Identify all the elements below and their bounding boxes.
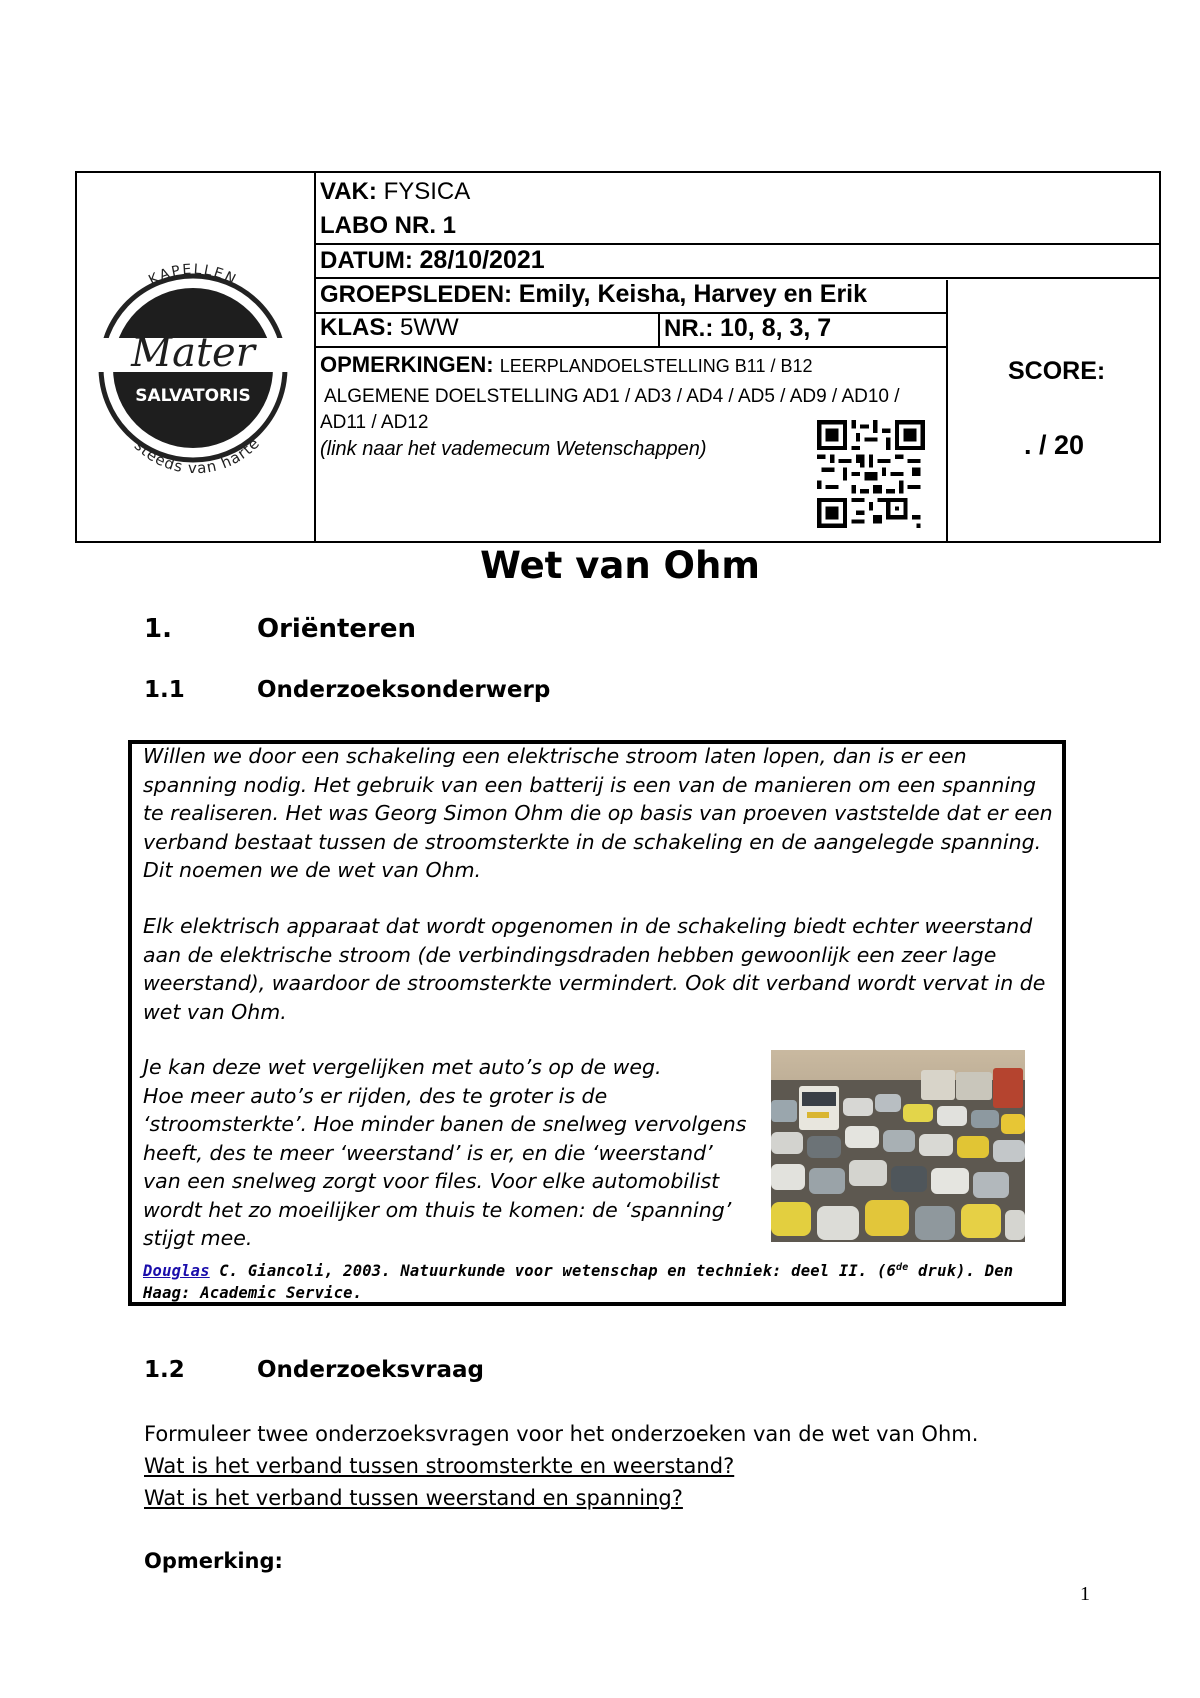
score-value: . / 20: [1024, 430, 1085, 460]
opmerkingen-field: [320, 352, 813, 378]
divider: [314, 173, 316, 543]
logo-sub: SALVATORIS: [135, 386, 251, 406]
section-1-2-title: Onderzoeksvraag: [257, 1357, 484, 1383]
document-title: Wet van Ohm: [480, 544, 760, 587]
paragraph-1: [143, 742, 1053, 885]
text-line: verband bestaat tussen de stroomsterkte in de schakeling en de aangelegde spanning.: [143, 829, 1042, 854]
groep-value: Emily, Keisha, Harvey en Erik: [518, 280, 868, 308]
datum-value: 28/10/2021: [419, 246, 545, 274]
text-line: Je kan deze wet vergelijken met auto’s op de weg.: [143, 1055, 662, 1079]
page-number: 1: [1080, 1583, 1090, 1605]
datum-label: DATUM:: [320, 247, 413, 274]
paragraph-2: [143, 912, 1045, 1026]
text-line: van een snelweg zorgt voor files. Voor elke automobilist: [143, 1169, 720, 1193]
divider: [658, 313, 660, 347]
reference-author-link[interactable]: Douglas: [143, 1262, 210, 1281]
klas-label: KLAS:: [320, 314, 394, 341]
opmerkingen-value: LEERPLANDOELSTELLING B11 / B12: [499, 356, 813, 376]
vademecum-link[interactable]: (link naar het vademecum Wetenschappen): [320, 438, 707, 460]
text-line: te realiseren. Het was Georg Simon Ohm die op basis van proeven vaststelde dat er een: [143, 801, 1053, 825]
section-1-title: Oriënteren: [257, 614, 417, 644]
text-line: Hoe meer auto’s er rijden, des te groter is de: [143, 1083, 608, 1108]
opmerkingen-label: OPMERKINGEN:: [320, 352, 494, 377]
nr-field: [664, 314, 831, 343]
reference-line-2: Haag: Academic Service.: [143, 1284, 363, 1303]
reference-text-end: druk). Den: [908, 1262, 1014, 1281]
labo-field: [320, 212, 456, 240]
divider: [314, 277, 1161, 279]
text-line: wet van Ohm.: [143, 999, 287, 1024]
traffic-jam-photo: [771, 1050, 1025, 1242]
paragraph-3: [143, 1053, 746, 1253]
klas-field: [320, 314, 459, 342]
reference-superscript: de: [896, 1262, 909, 1273]
klas-value: 5WW: [400, 314, 459, 341]
text-line: Dit noemen we de wet van Ohm.: [143, 858, 482, 882]
algemene-line1: ALGEMENE DOELSTELLING AD1 / AD3 / AD4 / AD5 / AD9 / AD10 /: [324, 386, 900, 407]
section-1-2-number: 1.2: [144, 1357, 185, 1383]
datum-field: [320, 246, 545, 275]
groep-field: [320, 280, 867, 309]
text-line: Willen we door een schakeling een elektrische stroom laten lopen, dan is er een: [143, 744, 967, 768]
text-line: ‘stroomsterkte’. Hoe minder banen de snelweg vervolgens: [143, 1112, 747, 1136]
groep-label: GROEPSLEDEN:: [320, 281, 513, 308]
text-line: spanning nodig. Het gebruik van een batterij is een van de manieren om een spanning: [143, 772, 1037, 797]
divider: [946, 280, 948, 543]
score-label: SCORE:: [1008, 357, 1106, 385]
nr-label: NR.:: [664, 315, 714, 342]
text-line: heeft, des te meer ‘weerstand’ is er, en die ‘weerstand’: [143, 1140, 713, 1165]
labo-value: 1: [442, 212, 457, 239]
divider: [314, 243, 1161, 245]
section-1-number: 1.: [144, 614, 172, 644]
section-1-1-number: 1.1: [144, 677, 185, 703]
labo-label: LABO NR.: [320, 212, 436, 239]
answer-2[interactable]: Wat is het verband tussen weerstand en spanning?: [144, 1486, 683, 1510]
text-line: wordt het zo moeilijker om thuis te komen: de ‘spanning’: [143, 1197, 732, 1222]
svg-text:KAPELLEN: [146, 262, 240, 289]
vak-field: [320, 178, 470, 206]
vak-label: VAK:: [320, 178, 377, 205]
section-1-1-title: Onderzoeksonderwerp: [257, 677, 551, 703]
text-line: aan de elektrische stroom (de verbindingsdraden hebben gewoonlijk een zeer lage: [143, 942, 997, 967]
algemene-line2: AD11 / AD12: [320, 412, 429, 433]
logo-top-text: KAPELLEN: [146, 261, 240, 289]
logo-bottom-text: steeds van harte: [130, 433, 264, 478]
text-line: stijgt mee.: [143, 1226, 253, 1250]
opmerking-label: Opmerking:: [144, 1549, 283, 1573]
nr-value: 10, 8, 3, 7: [720, 314, 832, 342]
instruction-text: Formuleer twee onderzoeksvragen voor het onderzoeken van de wet van Ohm.: [144, 1422, 979, 1446]
answer-1[interactable]: Wat is het verband tussen stroomsterkte en weerstand?: [144, 1454, 735, 1478]
reference-text: C. Giancoli, 2003. Natuurkunde voor wetenschap en techniek: deel II. (6: [209, 1262, 897, 1281]
qr-code[interactable]: [817, 420, 925, 528]
logo-brand: Mater: [131, 330, 255, 376]
text-line: weerstand), waardoor de stroomsterkte vermindert. Ook dit verband wordt vervat in de: [143, 971, 1046, 995]
vak-value: FYSICA: [383, 178, 471, 205]
divider: [314, 346, 947, 348]
school-logo: [85, 226, 301, 478]
text-line: Elk elektrisch apparaat dat wordt opgenomen in de schakeling biedt echter weerstand: [143, 914, 1033, 938]
reference: [143, 1257, 1053, 1304]
